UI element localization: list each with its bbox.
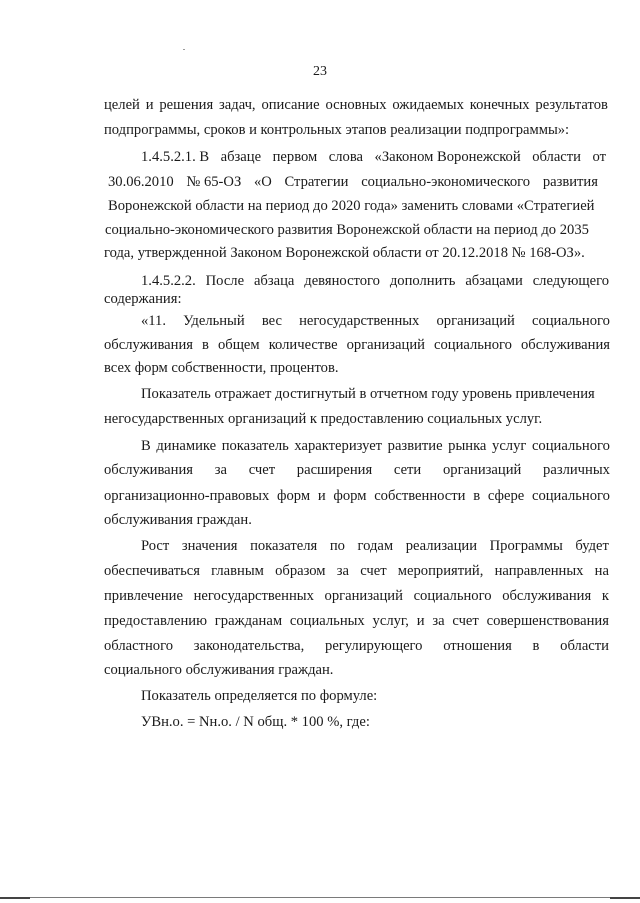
word: за <box>432 613 445 629</box>
word: по <box>329 538 345 554</box>
word: форм <box>277 488 311 504</box>
word: «О <box>253 174 272 190</box>
word: целей <box>104 97 140 113</box>
text-line-25: Показатель определяется по формуле: <box>141 688 378 704</box>
word: обслуживания <box>520 337 610 353</box>
word: за <box>214 462 227 478</box>
word: законодательства, <box>193 638 305 654</box>
word: обслуживания <box>104 462 193 478</box>
word: от <box>592 149 606 165</box>
word: Удельный <box>183 313 245 329</box>
word: будет <box>575 538 609 554</box>
scan-bottom-edge <box>0 897 640 898</box>
scan-edge-mark-right <box>610 897 640 899</box>
word: главным <box>211 563 264 579</box>
word: абзацами <box>465 273 523 289</box>
word: 1.4.5.2.1. В <box>141 149 210 165</box>
word: 30.06.2010 <box>108 174 174 190</box>
word: направленных <box>494 563 584 579</box>
word: в <box>532 638 540 654</box>
word: организационно-правовых <box>104 488 270 504</box>
text-line-16 <box>104 462 610 479</box>
text-line-22 <box>104 613 609 630</box>
word: Рост <box>141 538 170 554</box>
word: областного <box>104 638 173 654</box>
word: Программы <box>489 538 563 554</box>
word: описание <box>261 97 320 113</box>
text-line-20 <box>104 563 609 580</box>
word: расширения <box>296 462 373 478</box>
word: 1.4.5.2.2. <box>141 273 196 289</box>
word: показателя <box>250 538 318 554</box>
text-line-15 <box>141 438 610 455</box>
word: абзаца <box>253 273 295 289</box>
word: характеризует <box>294 438 383 454</box>
word: и <box>145 97 154 113</box>
text-line-12: всех форм собственности, процентов. <box>104 360 339 376</box>
text-line-14: негосударственных организаций к предоставлению социальных услуг. <box>104 411 543 427</box>
word: обеспечиваться <box>104 563 200 579</box>
text-line-23 <box>104 638 609 655</box>
text-line-24: социального обслуживания граждан. <box>104 662 334 678</box>
text-line-13: Показатель отражает достигнутый в отчетном году уровень привлечения <box>141 386 595 402</box>
word: социального <box>413 588 492 604</box>
word: регулирующего <box>325 638 423 654</box>
word: различных <box>543 462 610 478</box>
word: образом <box>275 563 326 579</box>
text-line-3 <box>141 149 606 166</box>
word: в <box>473 488 481 504</box>
word: и <box>416 613 425 629</box>
word: В <box>141 438 151 454</box>
text-line-19 <box>141 538 609 555</box>
word: слова <box>328 149 364 165</box>
word: «11. <box>141 313 166 329</box>
word: услуг <box>492 438 527 454</box>
scan-speck <box>183 49 185 50</box>
word: собственности <box>374 488 466 504</box>
word: годам <box>357 538 394 554</box>
word: счет <box>248 462 276 478</box>
text-line-6: социально-экономического развития Воронежской области на период до 2035 <box>105 222 589 238</box>
text-line-5: Воронежской области на период до 2020 года» заменить словами «Стратегией <box>108 198 595 214</box>
word: вес <box>261 313 282 329</box>
word: конечных <box>469 97 530 113</box>
word: и <box>317 488 326 504</box>
word: области <box>532 149 581 165</box>
text-line-8 <box>141 273 609 290</box>
text-line-17 <box>104 488 610 505</box>
word: счет <box>360 563 387 579</box>
word: области <box>560 638 609 654</box>
word: обслуживания <box>502 588 592 604</box>
word: рынка <box>448 438 487 454</box>
word: результатов <box>535 97 608 113</box>
word: к <box>601 588 609 604</box>
word: обслуживания <box>104 337 193 353</box>
word: развитие <box>387 438 443 454</box>
word: задач, <box>219 97 256 113</box>
text-line-21 <box>104 588 609 605</box>
word: организаций <box>436 313 515 329</box>
word: предоставлению <box>104 613 207 629</box>
word: следующего <box>532 273 609 289</box>
word: Стратегии <box>284 174 349 190</box>
word: мероприятий, <box>397 563 484 579</box>
word: социального <box>531 488 610 504</box>
word: негосударственных <box>299 313 420 329</box>
word: организаций <box>442 462 522 478</box>
word: организаций <box>324 588 403 604</box>
word: решения <box>159 97 214 113</box>
word: сети <box>393 462 422 478</box>
word: дополнить <box>389 273 456 289</box>
word: основных <box>325 97 387 113</box>
word: гражданам <box>214 613 283 629</box>
word: социального <box>531 438 610 454</box>
word: социальных <box>289 613 365 629</box>
word: динамике <box>156 438 217 454</box>
word: за <box>336 563 349 579</box>
text-line-11 <box>104 337 610 354</box>
word: отношения <box>443 638 512 654</box>
text-line-9: содержания: <box>104 291 182 307</box>
word: на <box>594 563 609 579</box>
word: в <box>202 337 209 353</box>
text-line-1 <box>104 97 608 114</box>
word: социального <box>531 313 610 329</box>
word: показатель <box>221 438 289 454</box>
word: организаций <box>346 337 425 353</box>
word: негосударственных <box>193 588 314 604</box>
formula-line: УВн.о. = Nн.о. / N общ. * 100 %, где: <box>141 714 370 730</box>
text-line-10 <box>141 313 610 330</box>
word: «Законом Воронежской <box>374 149 521 165</box>
word: привлечение <box>104 588 183 604</box>
word: девяностого <box>304 273 380 289</box>
word: сфере <box>487 488 525 504</box>
text-line-18: обслуживания граждан. <box>104 512 252 528</box>
word: значения <box>181 538 238 554</box>
text-line-7: года, утвержденной Законом Воронежской области от 20.12.2018 № 168-ОЗ». <box>104 245 585 261</box>
word: совершенствования <box>486 613 609 629</box>
word: реализации <box>405 538 478 554</box>
text-line-4 <box>108 174 598 191</box>
word: развития <box>542 174 598 190</box>
word: социального <box>433 337 512 353</box>
word: услуг, <box>372 613 409 629</box>
word: общем <box>217 337 260 353</box>
word: № 65-ОЗ <box>186 174 242 190</box>
word: количестве <box>268 337 338 353</box>
scan-edge-mark-left <box>0 897 30 899</box>
word: счет <box>452 613 479 629</box>
word: форм <box>333 488 367 504</box>
word: первом <box>272 149 318 165</box>
word: После <box>205 273 245 289</box>
word: социально-экономического <box>361 174 531 190</box>
word: абзаце <box>220 149 262 165</box>
word: ожидаемых <box>392 97 464 113</box>
text-line-2: подпрограммы, сроков и контрольных этапов реализации подпрограммы»: <box>104 122 570 138</box>
page-number: 23 <box>313 64 327 79</box>
